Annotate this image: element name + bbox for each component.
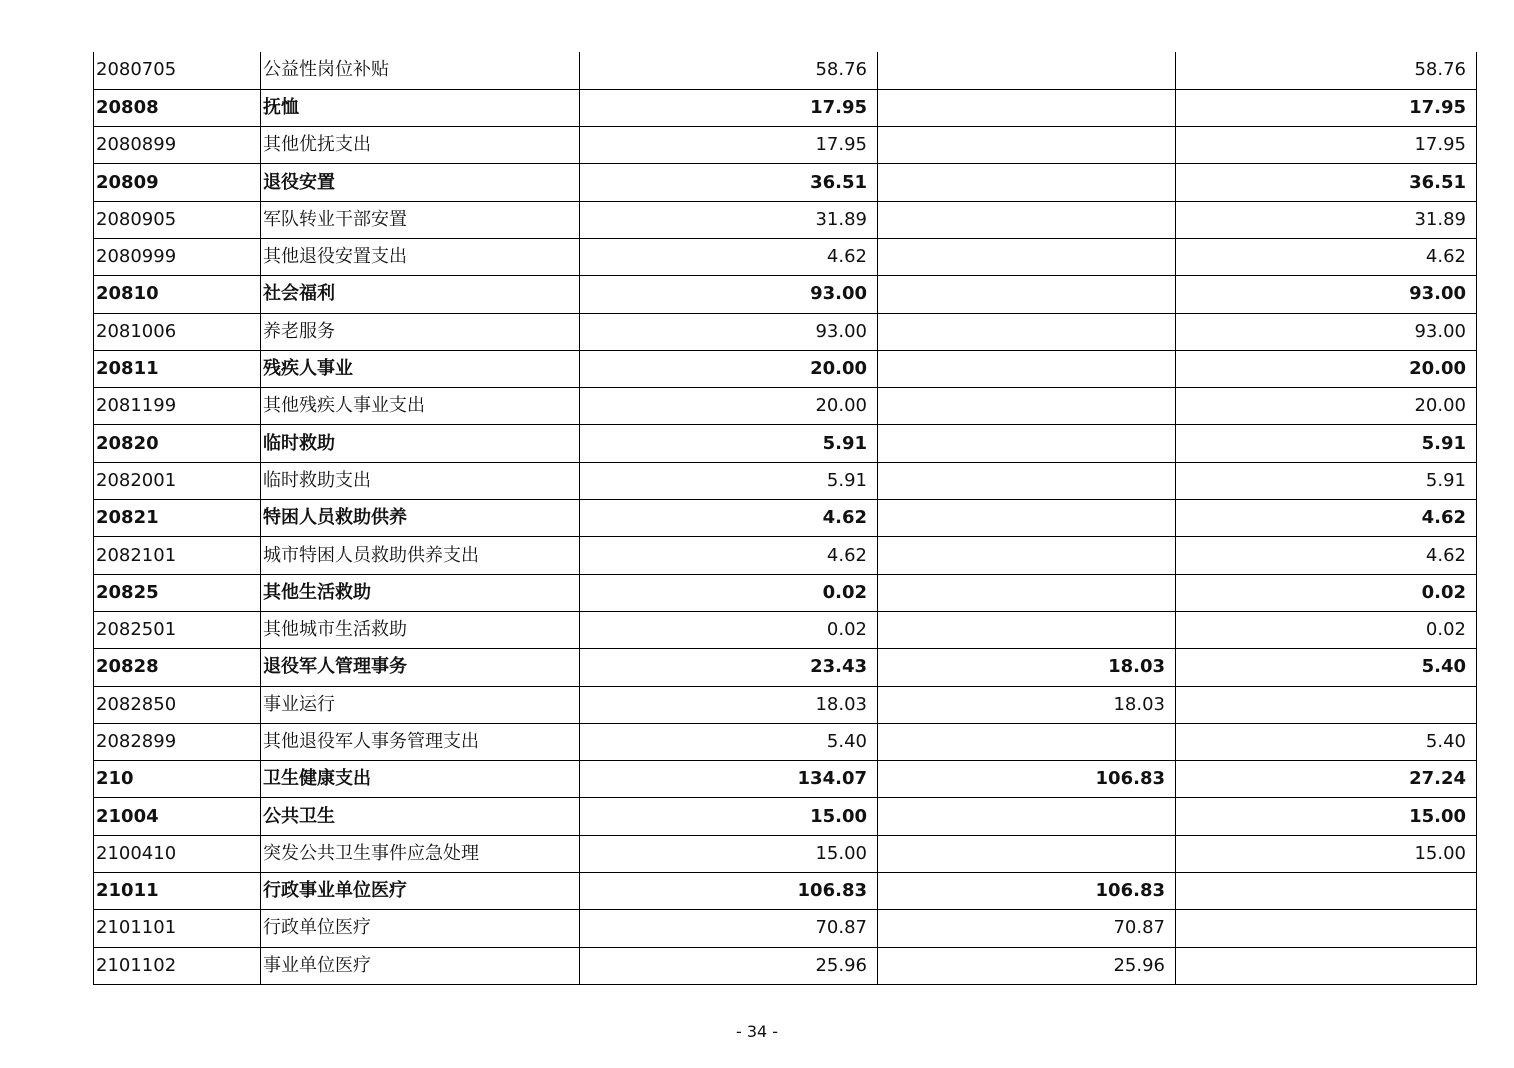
table-row [94, 164, 1477, 201]
cell-project: 15.00 [1176, 798, 1477, 835]
cell-code: 20809 [94, 164, 261, 201]
cell-total: 0.02 [580, 574, 878, 611]
cell-project: 17.95 [1176, 89, 1477, 126]
cell-total: 17.95 [580, 127, 878, 164]
cell-project: 4.62 [1176, 238, 1477, 275]
cell-basic [878, 238, 1176, 275]
cell-project: 5.40 [1176, 723, 1477, 760]
table-row [94, 686, 1477, 723]
cell-code: 2100410 [94, 835, 261, 872]
page-number: - 34 - [735, 1022, 779, 1041]
cell-total: 36.51 [580, 164, 878, 201]
cell-name: 事业运行 [261, 686, 580, 723]
cell-project: 17.95 [1176, 127, 1477, 164]
cell-name: 事业单位医疗 [261, 947, 580, 984]
cell-total: 0.02 [580, 611, 878, 648]
cell-name: 退役安置 [261, 164, 580, 201]
cell-total: 58.76 [580, 52, 878, 89]
table-body [94, 52, 1477, 984]
cell-name: 军队转业干部安置 [261, 201, 580, 238]
cell-name: 行政事业单位医疗 [261, 873, 580, 910]
cell-project [1176, 686, 1477, 723]
cell-total: 93.00 [580, 276, 878, 313]
table-row [94, 798, 1477, 835]
cell-name: 养老服务 [261, 313, 580, 350]
table-row [94, 835, 1477, 872]
cell-basic [878, 388, 1176, 425]
cell-total: 15.00 [580, 835, 878, 872]
table-row [94, 910, 1477, 947]
cell-project: 4.62 [1176, 537, 1477, 574]
cell-basic [878, 52, 1176, 89]
cell-code: 20825 [94, 574, 261, 611]
cell-total: 23.43 [580, 649, 878, 686]
cell-code: 210 [94, 761, 261, 798]
cell-total: 25.96 [580, 947, 878, 984]
cell-total: 4.62 [580, 500, 878, 537]
cell-total: 31.89 [580, 201, 878, 238]
table-row [94, 947, 1477, 984]
cell-name: 其他残疾人事业支出 [261, 388, 580, 425]
cell-name: 其他生活救助 [261, 574, 580, 611]
cell-project [1176, 910, 1477, 947]
cell-name: 临时救助支出 [261, 462, 580, 499]
cell-code: 2080899 [94, 127, 261, 164]
cell-total: 70.87 [580, 910, 878, 947]
cell-code: 20821 [94, 500, 261, 537]
cell-project: 5.40 [1176, 649, 1477, 686]
table-row [94, 462, 1477, 499]
cell-code: 20828 [94, 649, 261, 686]
cell-code: 21011 [94, 873, 261, 910]
table-row [94, 127, 1477, 164]
cell-basic [878, 537, 1176, 574]
cell-project: 93.00 [1176, 313, 1477, 350]
cell-name: 公益性岗位补贴 [261, 52, 580, 89]
cell-name: 突发公共卫生事件应急处理 [261, 835, 580, 872]
table-row [94, 238, 1477, 275]
cell-project: 36.51 [1176, 164, 1477, 201]
cell-basic [878, 798, 1176, 835]
cell-basic [878, 350, 1176, 387]
cell-name: 公共卫生 [261, 798, 580, 835]
cell-basic [878, 276, 1176, 313]
cell-total: 20.00 [580, 350, 878, 387]
cell-total: 5.91 [580, 425, 878, 462]
budget-table [93, 52, 1477, 985]
cell-project: 93.00 [1176, 276, 1477, 313]
cell-basic [878, 425, 1176, 462]
cell-code: 2101101 [94, 910, 261, 947]
cell-project [1176, 873, 1477, 910]
cell-name: 临时救助 [261, 425, 580, 462]
cell-code: 20820 [94, 425, 261, 462]
cell-code: 2101102 [94, 947, 261, 984]
cell-code: 2081199 [94, 388, 261, 425]
cell-project: 0.02 [1176, 574, 1477, 611]
cell-basic: 106.83 [878, 761, 1176, 798]
cell-total: 106.83 [580, 873, 878, 910]
cell-name: 其他优抚支出 [261, 127, 580, 164]
cell-basic [878, 500, 1176, 537]
table-row [94, 537, 1477, 574]
cell-code: 21004 [94, 798, 261, 835]
cell-code: 20811 [94, 350, 261, 387]
cell-basic [878, 835, 1176, 872]
cell-basic [878, 164, 1176, 201]
cell-total: 4.62 [580, 238, 878, 275]
cell-name: 残疾人事业 [261, 350, 580, 387]
cell-total: 4.62 [580, 537, 878, 574]
cell-basic [878, 201, 1176, 238]
table-row [94, 500, 1477, 537]
cell-name: 卫生健康支出 [261, 761, 580, 798]
cell-total: 134.07 [580, 761, 878, 798]
cell-basic [878, 574, 1176, 611]
table-row [94, 350, 1477, 387]
cell-code: 2082001 [94, 462, 261, 499]
cell-project: 5.91 [1176, 425, 1477, 462]
table-row [94, 761, 1477, 798]
cell-code: 2080705 [94, 52, 261, 89]
cell-project: 58.76 [1176, 52, 1477, 89]
cell-basic: 106.83 [878, 873, 1176, 910]
table-row [94, 201, 1477, 238]
cell-total: 93.00 [580, 313, 878, 350]
cell-code: 20810 [94, 276, 261, 313]
cell-basic [878, 127, 1176, 164]
cell-name: 城市特困人员救助供养支出 [261, 537, 580, 574]
cell-basic: 18.03 [878, 686, 1176, 723]
cell-basic: 70.87 [878, 910, 1176, 947]
cell-name: 社会福利 [261, 276, 580, 313]
table-row [94, 574, 1477, 611]
cell-basic [878, 723, 1176, 760]
cell-code: 2080905 [94, 201, 261, 238]
cell-project: 4.62 [1176, 500, 1477, 537]
table-row [94, 723, 1477, 760]
cell-total: 20.00 [580, 388, 878, 425]
cell-project: 0.02 [1176, 611, 1477, 648]
table-row [94, 388, 1477, 425]
cell-total: 17.95 [580, 89, 878, 126]
cell-code: 2082501 [94, 611, 261, 648]
cell-project: 20.00 [1176, 350, 1477, 387]
cell-code: 2082101 [94, 537, 261, 574]
table-row [94, 52, 1477, 89]
cell-total: 18.03 [580, 686, 878, 723]
cell-name: 特困人员救助供养 [261, 500, 580, 537]
cell-project: 15.00 [1176, 835, 1477, 872]
table-row [94, 649, 1477, 686]
cell-total: 5.40 [580, 723, 878, 760]
table-row [94, 276, 1477, 313]
table-row [94, 425, 1477, 462]
cell-name: 其他城市生活救助 [261, 611, 580, 648]
cell-project: 5.91 [1176, 462, 1477, 499]
cell-name: 其他退役安置支出 [261, 238, 580, 275]
cell-basic [878, 313, 1176, 350]
table-row [94, 873, 1477, 910]
cell-name: 行政单位医疗 [261, 910, 580, 947]
cell-name: 退役军人管理事务 [261, 649, 580, 686]
cell-basic [878, 611, 1176, 648]
table-row [94, 89, 1477, 126]
cell-code: 20808 [94, 89, 261, 126]
cell-project: 31.89 [1176, 201, 1477, 238]
cell-basic: 25.96 [878, 947, 1176, 984]
cell-basic: 18.03 [878, 649, 1176, 686]
cell-code: 2082850 [94, 686, 261, 723]
cell-code: 2080999 [94, 238, 261, 275]
cell-code: 2082899 [94, 723, 261, 760]
cell-name: 其他退役军人事务管理支出 [261, 723, 580, 760]
cell-project: 27.24 [1176, 761, 1477, 798]
table-row [94, 313, 1477, 350]
cell-project [1176, 947, 1477, 984]
cell-name: 抚恤 [261, 89, 580, 126]
cell-project: 20.00 [1176, 388, 1477, 425]
cell-total: 5.91 [580, 462, 878, 499]
table-row [94, 611, 1477, 648]
cell-basic [878, 462, 1176, 499]
cell-basic [878, 89, 1176, 126]
cell-total: 15.00 [580, 798, 878, 835]
cell-code: 2081006 [94, 313, 261, 350]
